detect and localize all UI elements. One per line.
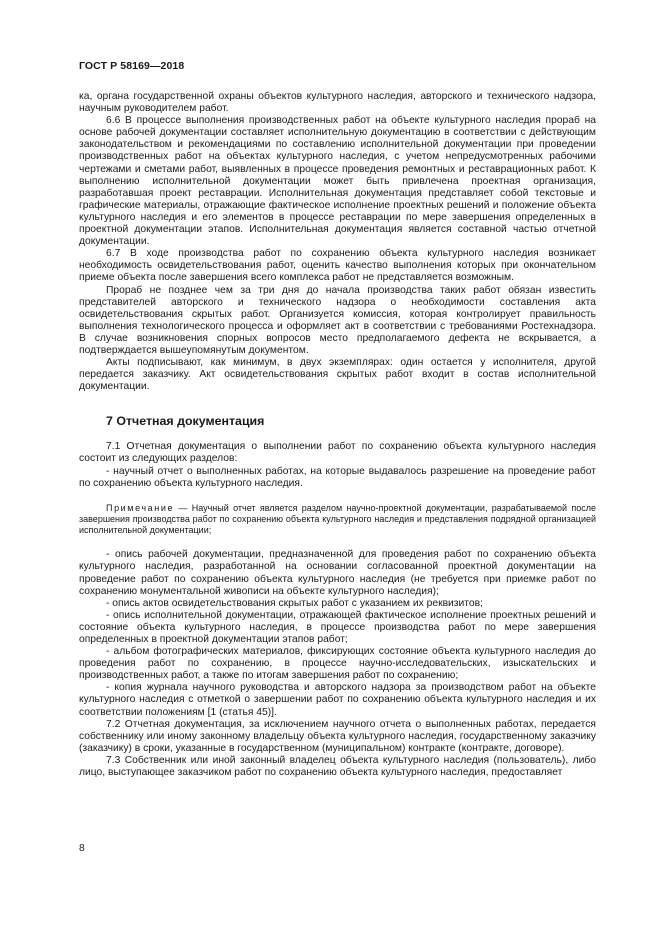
- paragraph-7-3: 7.3 Собственник или иной законный владелец объекта культурного наследия (пользователь), либо лицо, выступающее заказчиком работ по сохранению объекта культурного наследия, предоставляет: [79, 754, 596, 779]
- list-item-executive-docs: - опись исполнительной документации, отражающей фактическое исполнение проектных решений и состояние объекта культурного наследия, в процессе производства работ по мере завершения определенных в проектной документации этапов работ;: [79, 609, 596, 645]
- list-item-scientific-report: - научный отчет о выполненных работах, на которые выдавалось разрешение на проведение работ по сохранению объекта культурного наследия.: [79, 465, 596, 489]
- paragraph-6-6: 6.6 В процессе выполнения производственных работ на объекте культурного наследия прораб на основе рабочей документации составляет исполнительную документацию в соответствии с действующим законодательством и рекомендациями по составлению исполнительной документации при проведении производственных работ на объектах культурного наследия, с учетом непредусмотренных рабочими чертежами и сметами работ, выявленных в процессе проведения ремонтных и реставрационных работ. К выполнению исполнительной документации может быть привлечена проектная организация, разработавшая проект реставрации. Исполнительная документация представляет собой текстовые и графические материалы, отражающие фактическое исполнение проектных решений и положение объекта культурного наследия и его элементов в процессе реставрации по мере завершения определенных в проектной документации этапов. Исполнительная документация является составной частью отчетной документации.: [79, 115, 596, 248]
- list-item-hidden-works: - опись актов освидетельствования скрытых работ с указанием их реквизитов;: [106, 597, 483, 609]
- paragraph-continuation: ка, органа государственной охраны объектов культурного наследия, авторского и технического надзора, научным руководителем работ.: [79, 91, 596, 115]
- list-item-working-docs: - опись рабочей документации, предназначенной для проведения работ по сохранению объекта культурного наследия, разработанной на основании согласованной проектной документации на проведение работ по сохранению объекта культурного наследия (не требуется при приемке работ по сохранению монументальной живописи на объекте культурного наследия);: [79, 549, 596, 597]
- list-item-journal-copy: - копия журнала научного руководства и авторского надзора за производством работ на объекте культурного наследия с отметкой о завершении работ по сохранению объекта культурного наследия и их соответствии положениям [1 (статья 45)].: [79, 682, 596, 718]
- page-number: 8: [79, 843, 85, 854]
- list-item-photo-album: - альбом фотографических материалов, фиксирующих состояние объекта культурного наследия до проведения работ по сохранению, в процессе научно-исследовательских, изыскательских и производственных работ, а также по итогам завершения работ по сохранению;: [79, 646, 596, 682]
- paragraph-7-1: 7.1 Отчетная документация о выполнении работ по сохранению объекта культурного наследия состоит из следующих разделов:: [79, 441, 596, 465]
- note-text: — Научный отчет является разделом научно-проектной документации, разрабатываемой после завершения производства работ по сохранению объекта культурного наследия и представления подрядной организацией исполнительной документации;: [79, 502, 596, 536]
- section-7-title: 7 Отчетная документация: [106, 414, 265, 429]
- standard-header: ГОСТ Р 58169—2018: [79, 60, 185, 72]
- paragraph-6-7: 6.7 В ходе производства работ по сохранению объекта культурного наследия возникает необходимость освидетельствования работ, оценить качество выполнения которых при окончательном приеме объекта после завершения всего комплекса работ не представляется возможным.: [79, 248, 596, 284]
- paragraph-foreman: Прораб не позднее чем за три дня до начала производства таких работ обязан известить представителей авторского и технического надзора о необходимости составления акта освидетельствования скрытых работ. Организуется комиссия, которая контролирует правильность выполнения технологического процесса и оформляет акт в соответствии с требованиями Ростехнадзора. В случае возникновения спорных вопросов место предполагаемого дефекта не вскрывается, а подтверждается вышеупомянутым документом.: [79, 284, 596, 356]
- note-label: Примечание: [106, 502, 175, 513]
- document-body: [79, 91, 596, 779]
- paragraph-7-2: 7.2 Отчетная документация, за исключением научного отчета о выполненных работах, передается собственнику или иному законному владельцу объекта культурного наследия, государственному заказчику (заказчику) в сроки, указанные в государственном (муниципальном) контракте (контракте, договоре).: [79, 718, 596, 754]
- paragraph-acts: Акты подписывают, как минимум, в двух экземплярах: один остается у исполнителя, другой передается заказчику. Акт освидетельствования скрытых работ входит в состав исполнительной документации.: [79, 357, 596, 393]
- note: [79, 503, 596, 537]
